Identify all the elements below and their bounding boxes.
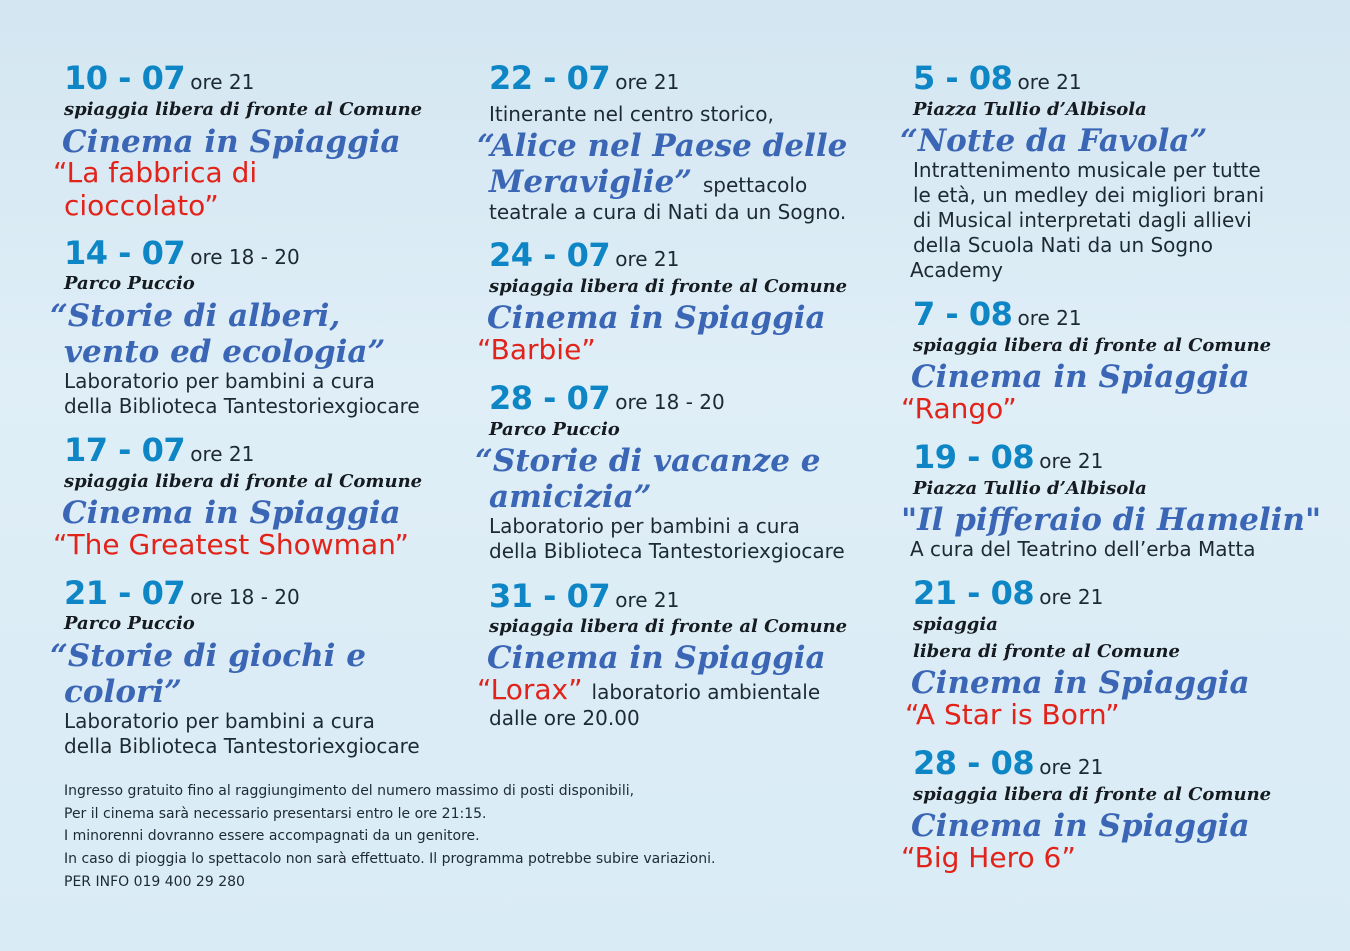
event-description: della Scuola Nati da un Sogno: [913, 233, 1214, 257]
event-date: 21 - 08: [913, 574, 1035, 612]
event-description: A cura del Teatrino dell’erba Matta: [910, 537, 1256, 561]
event-title-line: [489, 165, 807, 201]
event-title: “Alice nel Paese delle: [477, 128, 848, 164]
event-date: 21 - 07: [64, 574, 186, 612]
event-film: “Rango”: [901, 392, 1017, 425]
event-film-line: [477, 674, 820, 706]
event-date: 14 - 07: [64, 234, 186, 272]
event-description: della Biblioteca Tantestoriexgiocare: [64, 394, 420, 418]
event-date-line: [64, 234, 300, 272]
event-date-line: [64, 574, 300, 612]
event-description: Academy: [910, 258, 1003, 282]
event-description: Laboratorio per bambini a cura: [489, 514, 800, 538]
event-date: 19 - 08: [913, 438, 1035, 476]
footer-contact: PER INFO 019 400 29 280: [64, 874, 245, 890]
event-place: spiaggia libera di fronte al Comune: [64, 99, 423, 120]
event-film: “La fabbrica di: [53, 156, 258, 189]
event-time: ore 21: [190, 442, 255, 466]
footer-note: Ingresso gratuito fino al raggiungimento del numero massimo di posti disponibili,: [64, 783, 635, 799]
event-title: vento ed ecologia”: [64, 334, 386, 370]
event-title: Cinema in Spiaggia: [62, 495, 401, 531]
event-title: Cinema in Spiaggia: [911, 359, 1250, 395]
event-film: “A Star is Born”: [905, 698, 1120, 731]
event-title: "Il pifferaio di Hamelin": [901, 502, 1322, 538]
event-film: cioccolato”: [64, 189, 219, 222]
event-date: 22 - 07: [489, 59, 611, 97]
event-place: Piazza Tullio d’Albisola: [913, 99, 1147, 120]
event-title: Cinema in Spiaggia: [911, 665, 1250, 701]
event-title: Meraviglie”: [489, 164, 693, 200]
event-title: Cinema in Spiaggia: [487, 640, 826, 676]
event-date: 28 - 08: [913, 744, 1035, 782]
event-description: dalle ore 20.00: [489, 706, 640, 730]
event-title: Cinema in Spiaggia: [62, 124, 401, 160]
event-description: Intrattenimento musicale per tutte: [913, 158, 1261, 182]
event-date: 24 - 07: [489, 236, 611, 274]
footer-note: Per il cinema sarà necessario presentarsi entro le ore 21:15.: [64, 806, 487, 822]
event-description: Laboratorio per bambini a cura: [64, 709, 375, 733]
event-time: ore 21: [615, 70, 680, 94]
event-place: spiaggia: [913, 614, 998, 635]
event-film: “Big Hero 6”: [901, 841, 1076, 874]
event-description: spettacolo: [702, 173, 808, 197]
event-place: Piazza Tullio d’Albisola: [913, 478, 1147, 499]
event-date: 5 - 08: [913, 59, 1013, 97]
event-place: spiaggia libera di fronte al Comune: [913, 784, 1272, 805]
event-description: di Musical interpretati dagli allievi: [913, 208, 1252, 232]
event-place: Parco Puccio: [64, 613, 195, 634]
event-place: spiaggia libera di fronte al Comune: [489, 276, 848, 297]
event-date-line: [489, 577, 680, 615]
event-title: “Storie di giochi e: [50, 638, 366, 674]
event-date: 7 - 08: [913, 295, 1013, 333]
event-time: ore 21: [1039, 755, 1104, 779]
event-description: della Biblioteca Tantestoriexgiocare: [489, 539, 845, 563]
event-title: “Storie di vacanze e: [475, 443, 821, 479]
event-time: ore 21: [615, 588, 680, 612]
event-place: Parco Puccio: [64, 273, 195, 294]
event-time: ore 18 - 20: [190, 585, 300, 609]
event-title: Cinema in Spiaggia: [911, 808, 1250, 844]
event-time: ore 21: [1039, 449, 1104, 473]
event-place: Parco Puccio: [489, 419, 620, 440]
event-place: Itinerante nel centro storico,: [489, 102, 774, 126]
event-time: ore 18 - 20: [615, 390, 725, 414]
event-title: “Storie di alberi,: [50, 298, 341, 334]
event-date: 31 - 07: [489, 577, 611, 615]
event-time: ore 21: [615, 247, 680, 271]
event-date-line: [913, 574, 1104, 612]
event-description: le età, un medley dei migliori brani: [913, 183, 1265, 207]
event-place: spiaggia libera di fronte al Comune: [913, 335, 1272, 356]
event-date-line: [489, 59, 680, 97]
event-time: ore 18 - 20: [190, 245, 300, 269]
event-date: 17 - 07: [64, 431, 186, 469]
event-date: 10 - 07: [64, 59, 186, 97]
event-date-line: [489, 379, 725, 417]
footer-note: In caso di pioggia lo spettacolo non sarà effettuato. Il programma potrebbe subire variazioni.: [64, 851, 716, 867]
event-time: ore 21: [1017, 306, 1082, 330]
event-time: ore 21: [1039, 585, 1104, 609]
event-title: amicizia”: [489, 479, 652, 515]
event-date-line: [489, 236, 680, 274]
event-place: spiaggia libera di fronte al Comune: [489, 616, 848, 637]
event-time: ore 21: [190, 70, 255, 94]
event-description: Laboratorio per bambini a cura: [64, 369, 375, 393]
event-description: laboratorio ambientale: [591, 680, 821, 704]
event-time: ore 21: [1017, 70, 1082, 94]
footer-note: I minorenni dovranno essere accompagnati da un genitore.: [64, 828, 480, 844]
event-date-line: [913, 59, 1082, 97]
event-title: colori”: [64, 674, 182, 710]
event-title: “Notte da Favola”: [900, 123, 1208, 159]
event-date-line: [913, 295, 1082, 333]
event-place: spiaggia libera di fronte al Comune: [64, 471, 423, 492]
event-film: “Barbie”: [477, 333, 596, 366]
event-film: “The Greatest Showman”: [53, 528, 409, 561]
event-description: della Biblioteca Tantestoriexgiocare: [64, 734, 420, 758]
event-date-line: [913, 744, 1104, 782]
event-description: teatrale a cura di Nati da un Sogno.: [489, 200, 847, 224]
event-film: “Lorax”: [477, 673, 583, 706]
event-date-line: [64, 59, 255, 97]
event-place: libera di fronte al Comune: [913, 641, 1180, 662]
event-title: Cinema in Spiaggia: [487, 300, 826, 336]
event-date-line: [913, 438, 1104, 476]
event-date: 28 - 07: [489, 379, 611, 417]
event-date-line: [64, 431, 255, 469]
